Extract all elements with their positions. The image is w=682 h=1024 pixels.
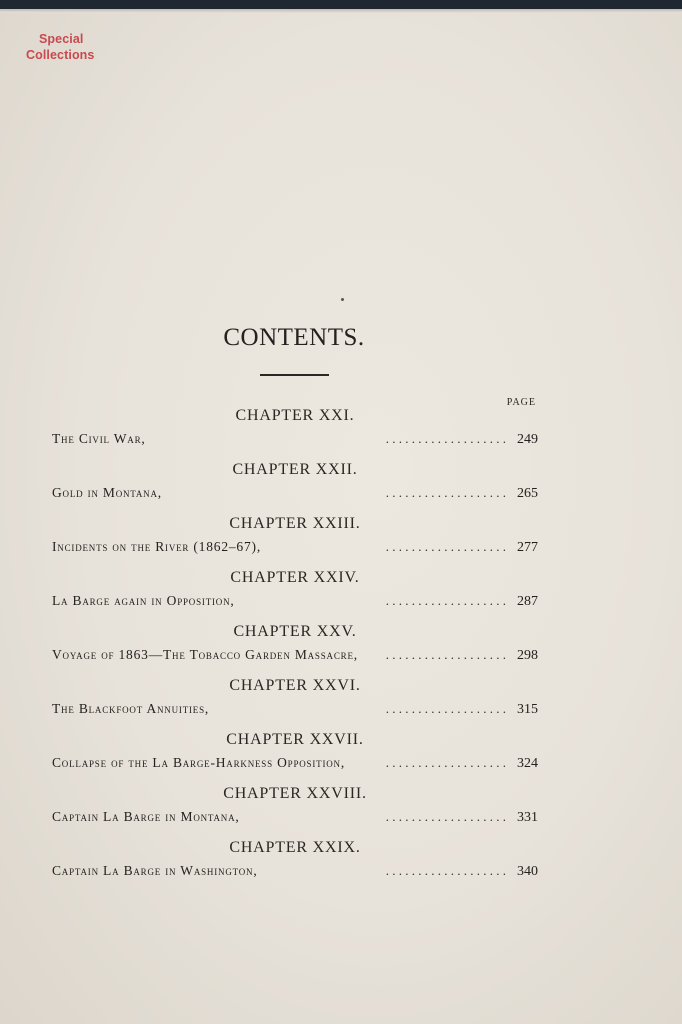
page-number: 287 (517, 594, 538, 609)
toc-entry (52, 698, 538, 728)
dot-leader: . . . . . . . . . . . . . . . . . . . (385, 485, 506, 500)
page-number: 277 (517, 540, 538, 555)
chapter-title: The Blackfoot Annuities, (52, 701, 210, 716)
page-number: 265 (517, 486, 538, 501)
toc-entry (52, 536, 538, 566)
chapter-heading: CHAPTER XXIII. (229, 515, 361, 532)
page-number: 315 (517, 702, 538, 717)
dot-leader: . . . . . . . . . . . . . . . . . . . (385, 755, 506, 770)
special-collections-stamp (26, 31, 94, 63)
dot-leader: . . . . . . . . . . . . . . . . . . . (385, 647, 506, 662)
toc-entry (52, 752, 538, 782)
page-number: 324 (517, 756, 538, 771)
dot-leader: . . . . . . . . . . . . . . . . . . . (385, 809, 506, 824)
chapter-heading: CHAPTER XXIX. (229, 839, 361, 856)
page-number: 331 (517, 810, 538, 825)
chapter-title: La Barge again in Opposition, (52, 593, 235, 608)
stamp-line-1: Special (39, 32, 84, 46)
chapter-heading: CHAPTER XXI. (235, 407, 355, 424)
chapter-heading: CHAPTER XXVIII. (223, 785, 367, 802)
chapter-title: Collapse of the La Barge-Harkness Opposition, (52, 755, 346, 770)
page-number: 298 (517, 648, 538, 663)
toc-entry (52, 482, 538, 512)
chapter-heading: CHAPTER XXVII. (226, 731, 364, 748)
page-number: 249 (517, 432, 538, 447)
chapter-heading: CHAPTER XXVI. (229, 677, 361, 694)
chapter-title: Voyage of 1863—The Tobacco Garden Massacre, (52, 647, 358, 662)
chapter-heading: CHAPTER XXV. (233, 623, 357, 640)
toc-entry (52, 428, 538, 458)
ink-speck (341, 298, 344, 301)
page-number: 340 (517, 864, 538, 879)
chapter-title: Captain La Barge in Washington, (52, 863, 258, 878)
scan-edge-shadow (0, 9, 682, 13)
chapter-title: The Civil War, (52, 431, 146, 446)
table-of-contents (52, 404, 538, 890)
toc-entry (52, 806, 538, 836)
dot-leader: . . . . . . . . . . . . . . . . . . . (385, 701, 506, 716)
chapter-title: Captain La Barge in Montana, (52, 809, 240, 824)
chapter-title: Gold in Montana, (52, 485, 162, 500)
toc-entry (52, 860, 538, 890)
toc-entry (52, 590, 538, 620)
dot-leader: . . . . . . . . . . . . . . . . . . . (385, 863, 506, 878)
chapter-title: Incidents on the River (1862–67), (52, 539, 262, 554)
scan-top-edge (0, 0, 682, 9)
page-column-label: PAGE (506, 397, 536, 408)
chapter-heading: CHAPTER XXIV. (230, 569, 360, 586)
page-title: CONTENTS. (223, 324, 365, 351)
stamp-line-2: Collections (26, 48, 95, 62)
title-rule (260, 374, 329, 376)
toc-entry (52, 644, 538, 674)
dot-leader: . . . . . . . . . . . . . . . . . . . (385, 593, 506, 608)
chapter-heading: CHAPTER XXII. (232, 461, 358, 478)
dot-leader: . . . . . . . . . . . . . . . . . . . (385, 431, 506, 446)
dot-leader: . . . . . . . . . . . . . . . . . . . (385, 539, 506, 554)
